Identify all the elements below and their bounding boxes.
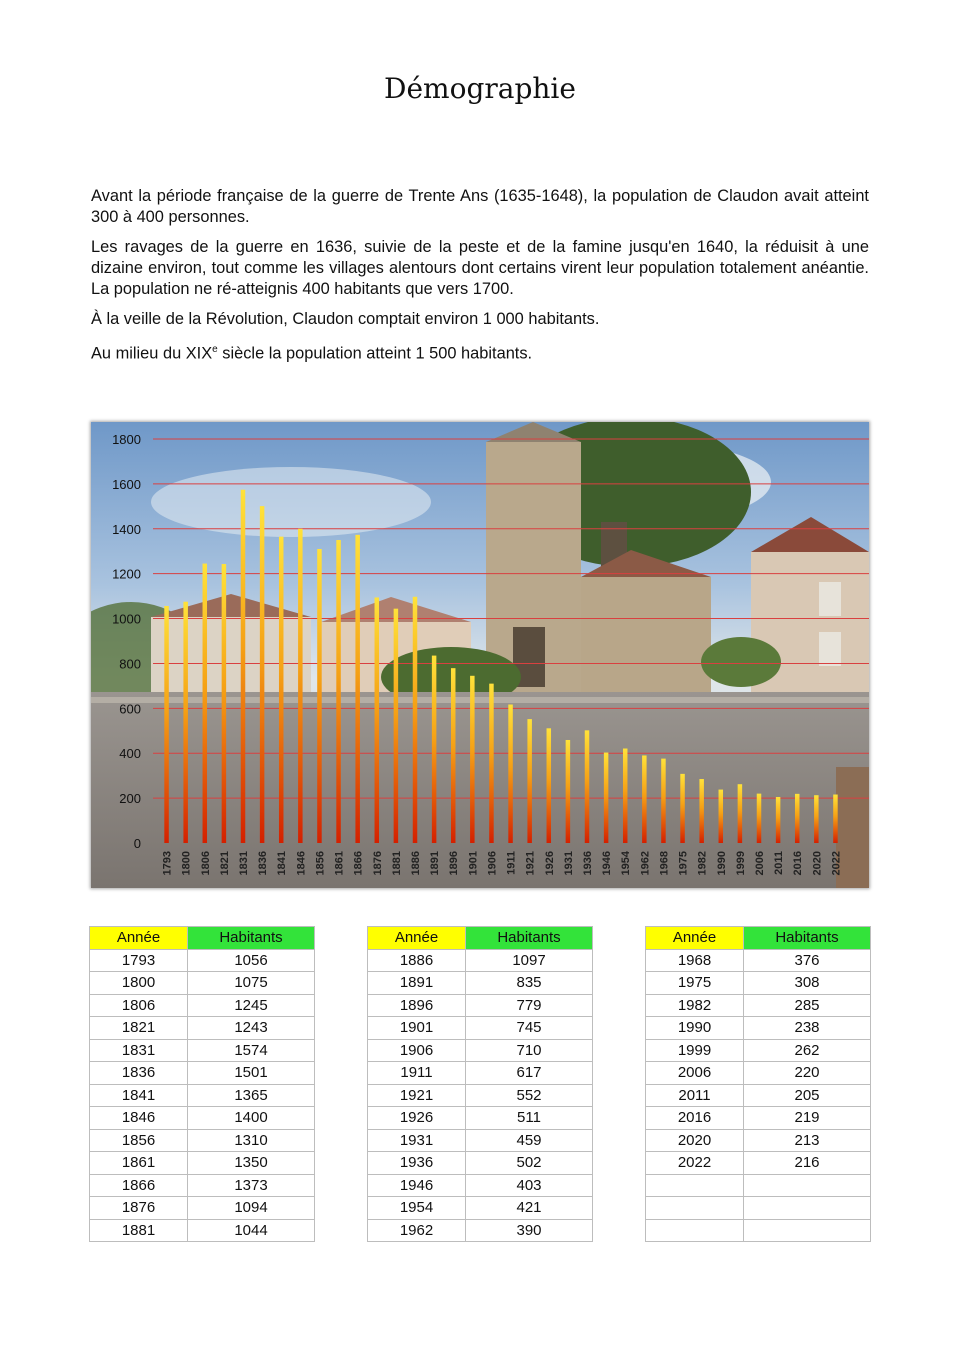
table-row (368, 1174, 593, 1197)
header-population: Habitants (744, 927, 871, 950)
table-row (90, 1107, 315, 1130)
x-tick-label: 1926 (543, 851, 556, 876)
bar-1866 (355, 535, 360, 843)
table-row (90, 972, 315, 995)
x-tick-label: 1936 (582, 851, 594, 876)
cell-year: 1975 (646, 972, 744, 995)
x-tick-label: 1968 (658, 851, 671, 876)
bar-2006 (757, 794, 762, 843)
bar-1896 (451, 668, 456, 843)
x-tick-label: 1990 (715, 851, 728, 876)
cell-year: 1836 (90, 1062, 188, 1085)
bar-1954 (623, 749, 628, 843)
cell-year: 1800 (90, 972, 188, 995)
cell-population: 835 (466, 972, 593, 995)
cell-population: 1094 (188, 1197, 315, 1220)
cell-population: 1056 (188, 949, 315, 972)
table-row (646, 1062, 871, 1085)
x-tick-label: 1999 (734, 851, 747, 876)
cell-year (646, 1174, 744, 1197)
cell-population: 220 (744, 1062, 871, 1085)
table-row (646, 1129, 871, 1152)
x-tick-label: 2011 (773, 851, 786, 875)
table-row (646, 1017, 871, 1040)
table-row (90, 1039, 315, 1062)
bar-2022 (833, 795, 838, 843)
population-table-2 (367, 926, 593, 1242)
header-year: Année (646, 927, 744, 950)
table-row (90, 1197, 315, 1220)
x-tick-label: 1911 (505, 851, 518, 875)
cell-year: 1886 (368, 949, 466, 972)
cell-year: 1926 (368, 1107, 466, 1130)
x-tick-label: 1886 (410, 851, 422, 876)
y-tick-label: 200 (119, 791, 141, 807)
table-row (90, 1062, 315, 1085)
cell-year: 1911 (368, 1062, 466, 1085)
cell-population: 1373 (188, 1174, 315, 1197)
cell-population: 238 (744, 1017, 871, 1040)
bar-2016 (795, 794, 800, 843)
table-row (90, 949, 315, 972)
cell-population: 308 (744, 972, 871, 995)
bar-1911 (508, 705, 513, 843)
cell-population: 552 (466, 1084, 593, 1107)
table-row (646, 994, 871, 1017)
cell-population: 390 (466, 1219, 593, 1242)
cell-year: 1856 (90, 1129, 188, 1152)
bar-1886 (413, 597, 418, 843)
bar-1831 (241, 490, 246, 843)
x-tick-label: 1954 (620, 851, 633, 876)
cell-year: 1821 (90, 1017, 188, 1040)
cell-year: 1891 (368, 972, 466, 995)
cell-population: 511 (466, 1107, 593, 1130)
table-row (368, 1129, 593, 1152)
cell-population: 745 (466, 1017, 593, 1040)
cell-year: 1861 (90, 1152, 188, 1175)
cell-year: 1962 (368, 1219, 466, 1242)
x-tick-label: 1831 (238, 851, 250, 876)
bar-1800 (183, 602, 188, 843)
table-row (368, 1084, 593, 1107)
cell-year: 2011 (646, 1084, 744, 1107)
y-tick-label: 600 (119, 701, 141, 717)
y-tick-label: 1400 (112, 521, 141, 537)
x-tick-label: 1861 (333, 851, 346, 876)
header-year: Année (90, 927, 188, 950)
x-tick-label: 1841 (276, 851, 289, 876)
cell-population: 1350 (188, 1152, 315, 1175)
bar-1861 (336, 540, 341, 843)
x-tick-label: 1881 (390, 851, 403, 876)
table-row (90, 1152, 315, 1175)
x-tick-label: 1906 (486, 851, 499, 876)
x-tick-label: 1856 (314, 851, 327, 876)
y-tick-label: 1200 (112, 566, 141, 582)
table-row (90, 1017, 315, 1040)
cell-population (744, 1174, 871, 1197)
cell-year: 1906 (368, 1039, 466, 1062)
intro-paragraph-3: À la veille de la Révolution, Claudon comptait environ 1 000 habitants. (91, 310, 600, 328)
cell-population: 1075 (188, 972, 315, 995)
bar-1856 (317, 549, 322, 843)
x-tick-label: 1921 (524, 851, 537, 876)
table-row (90, 1129, 315, 1152)
cell-year: 1946 (368, 1174, 466, 1197)
cell-population: 1574 (188, 1039, 315, 1062)
bar-1876 (375, 597, 380, 843)
table-row (368, 1039, 593, 1062)
table-row (646, 1197, 871, 1220)
bar-1926 (547, 728, 552, 843)
cell-population: 1245 (188, 994, 315, 1017)
bar-1836 (260, 506, 265, 843)
cell-population: 376 (744, 949, 871, 972)
intro-paragraph-2: Les ravages de la guerre en 1636, suivie de la peste et de la famine jusqu'en 1640, la réduisit à une dizaine environ, tout comme les villages alentours dont certains virent leur population totalement anéantie. La population ne ré-atteignis 400 habitants que vers 1700. (91, 238, 869, 298)
cell-population: 1097 (466, 949, 593, 972)
cell-year: 1901 (368, 1017, 466, 1040)
cell-year: 1831 (90, 1039, 188, 1062)
cell-population: 1501 (188, 1062, 315, 1085)
bar-1806 (203, 564, 208, 843)
table-row (90, 1219, 315, 1242)
header-year: Année (368, 927, 466, 950)
bar-1821 (222, 564, 227, 843)
bar-1936 (585, 730, 590, 843)
cell-population: 216 (744, 1152, 871, 1175)
table-row (646, 949, 871, 972)
table-row (646, 1084, 871, 1107)
table-row (646, 1174, 871, 1197)
cell-year: 1921 (368, 1084, 466, 1107)
x-tick-label: 1800 (180, 851, 193, 876)
bar-1999 (738, 784, 743, 843)
cell-population: 1365 (188, 1084, 315, 1107)
background-photo (91, 422, 869, 888)
cell-year (646, 1197, 744, 1220)
cell-population: 285 (744, 994, 871, 1017)
bar-1982 (699, 779, 704, 843)
x-tick-label: 1806 (199, 851, 212, 876)
table-row (646, 1152, 871, 1175)
bar-2020 (814, 795, 819, 843)
table-row (368, 1219, 593, 1242)
cell-year: 1931 (368, 1129, 466, 1152)
table-row (368, 949, 593, 972)
bar-1990 (719, 790, 724, 843)
x-tick-label: 1962 (639, 851, 652, 876)
y-tick-label: 0 (133, 836, 141, 851)
population-chart (91, 422, 869, 888)
table-row (646, 1219, 871, 1242)
cell-population: 1400 (188, 1107, 315, 1130)
bar-1891 (432, 656, 437, 843)
table-header-row (90, 927, 315, 950)
bar-1975 (680, 774, 685, 843)
intro-paragraph-1: Avant la période française de la guerre de Trente Ans (1635-1648), la population de Claudon avait atteint 300 à 400 personnes. (91, 187, 869, 226)
cell-population (744, 1219, 871, 1242)
y-tick-label: 1800 (112, 432, 141, 447)
x-tick-label: 1876 (371, 851, 384, 876)
header-population: Habitants (466, 927, 593, 950)
bar-1846 (298, 529, 303, 843)
bar-1793 (164, 606, 169, 843)
cell-population: 1310 (188, 1129, 315, 1152)
table-header-row (368, 927, 593, 950)
cell-year: 1806 (90, 994, 188, 1017)
x-tick-label: 1896 (448, 851, 461, 876)
cell-year: 1876 (90, 1197, 188, 1220)
page-title: Démographie (384, 72, 576, 105)
cell-population: 779 (466, 994, 593, 1017)
bar-1968 (661, 759, 666, 843)
y-tick-label: 1000 (112, 611, 141, 627)
table-row (368, 994, 593, 1017)
x-tick-label: 1846 (295, 851, 308, 876)
cell-year: 1968 (646, 949, 744, 972)
cell-population (744, 1197, 871, 1220)
population-table-3 (645, 926, 871, 1242)
header-population: Habitants (188, 927, 315, 950)
bar-1946 (604, 753, 609, 843)
y-tick-label: 400 (119, 746, 141, 762)
cell-population: 262 (744, 1039, 871, 1062)
cell-year (646, 1219, 744, 1242)
cell-year: 1982 (646, 994, 744, 1017)
cell-year: 2022 (646, 1152, 744, 1175)
x-tick-label: 1836 (257, 851, 270, 876)
table-row (90, 1174, 315, 1197)
cell-population: 219 (744, 1107, 871, 1130)
table-row (368, 1152, 593, 1175)
intro-text (91, 186, 869, 373)
cell-population: 403 (466, 1174, 593, 1197)
x-tick-label: 1982 (696, 851, 709, 876)
population-chart-svg (91, 422, 869, 888)
population-table-1 (89, 926, 315, 1242)
cell-population: 502 (466, 1152, 593, 1175)
table-header-row (646, 927, 871, 950)
bar-1841 (279, 537, 284, 843)
bar-2011 (776, 797, 781, 843)
cell-population: 617 (466, 1062, 593, 1085)
y-tick-label: 1600 (112, 476, 141, 492)
cell-year: 1846 (90, 1107, 188, 1130)
cell-year: 1936 (368, 1152, 466, 1175)
table-row (646, 1107, 871, 1130)
cell-population: 213 (744, 1129, 871, 1152)
cell-year: 1793 (90, 949, 188, 972)
bar-1881 (394, 609, 399, 843)
cell-population: 421 (466, 1197, 593, 1220)
cell-population: 1044 (188, 1219, 315, 1242)
x-tick-label: 2016 (792, 851, 805, 876)
cell-population: 205 (744, 1084, 871, 1107)
table-row (646, 1039, 871, 1062)
cell-year: 1896 (368, 994, 466, 1017)
table-row (646, 972, 871, 995)
x-tick-label: 2006 (754, 851, 766, 876)
x-tick-label: 1901 (467, 851, 480, 876)
cell-population: 710 (466, 1039, 593, 1062)
table-row (368, 972, 593, 995)
table-row (368, 1062, 593, 1085)
cell-year: 2006 (646, 1062, 744, 1085)
x-tick-label: 1891 (429, 851, 442, 876)
bar-1921 (527, 719, 532, 843)
cell-year: 2020 (646, 1129, 744, 1152)
bar-1931 (566, 740, 571, 843)
x-tick-label: 1866 (352, 851, 365, 876)
cell-year: 1866 (90, 1174, 188, 1197)
table-row (368, 1197, 593, 1220)
x-tick-label: 2020 (811, 851, 824, 876)
cell-population: 1243 (188, 1017, 315, 1040)
table-row (368, 1107, 593, 1130)
y-tick-label: 800 (119, 656, 141, 672)
bar-1901 (470, 676, 475, 843)
bar-1962 (642, 755, 647, 843)
x-tick-label: 1975 (677, 851, 690, 876)
cell-year: 2016 (646, 1107, 744, 1130)
cell-year: 1990 (646, 1017, 744, 1040)
cell-year: 1954 (368, 1197, 466, 1220)
table-row (90, 1084, 315, 1107)
table-row (368, 1017, 593, 1040)
cell-population: 459 (466, 1129, 593, 1152)
bar-1906 (489, 684, 494, 843)
x-tick-label: 1821 (218, 851, 231, 876)
cell-year: 1999 (646, 1039, 744, 1062)
intro-paragraph-4: Au milieu du XIXe siècle la population atteint 1 500 habitants. (91, 344, 533, 363)
x-tick-label: 1931 (562, 851, 575, 876)
x-tick-label: 1946 (601, 851, 614, 876)
x-tick-label: 1793 (161, 851, 174, 876)
cell-year: 1841 (90, 1084, 188, 1107)
cell-year: 1881 (90, 1219, 188, 1242)
table-row (90, 994, 315, 1017)
x-tick-label: 2022 (830, 851, 843, 876)
